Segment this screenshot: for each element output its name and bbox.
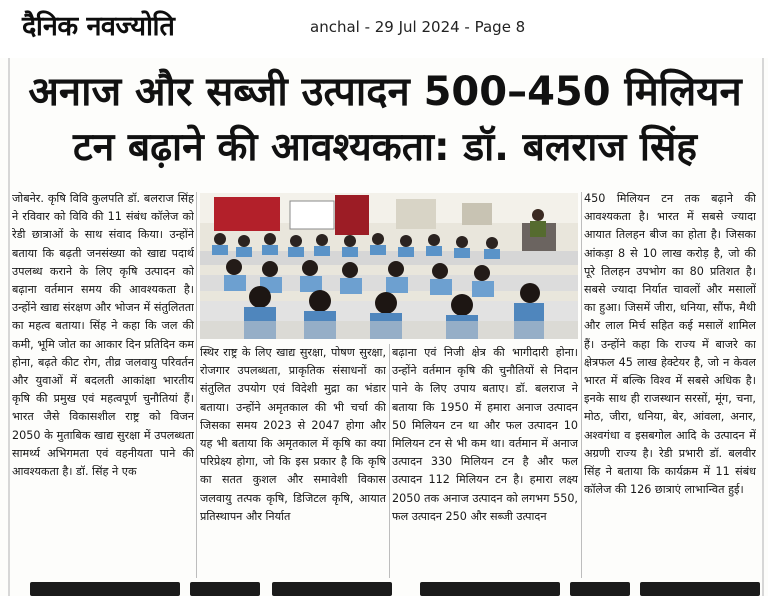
article-column-4 — [584, 190, 756, 578]
article-column-1 — [12, 190, 194, 578]
cut-text-block — [30, 582, 180, 596]
headline-line-1: अनाज और सब्जी उत्पादन 500–450 मिलियन — [28, 69, 742, 115]
article-column-3 — [392, 344, 578, 578]
column-divider — [581, 192, 582, 578]
edition-date-page: anchal - 29 Jul 2024 - Page 8 — [310, 18, 526, 36]
classroom-photo-image — [200, 193, 578, 339]
column-divider — [389, 344, 390, 578]
masthead — [0, 0, 768, 58]
column-1-text: जोबनेर. कृषि विवि कुलपति डॉ. बलराज सिंह ने रविवार को विवि की 11 संबंध कॉलेज को रेडी छात्राओं के साथ संवाद किया। उन्होंने बताया कि बढ़ती जनसंख्या को खाद्य पदार्थ उपलब्ध कराने के लिए कृषि उत्पादन को बढ़ाना वर्तमान समय की आवश्यकता है। उन्होंने खाद्य संरक्षण और भोजन में संतुलितता का महत्व बताया। सिंह ने कहा कि जल की कमी, भूमि जोत का आकार दिन प्रतिदिन कम होना, बढ़ते कीट रोग, तीव्र जलवायु परिवर्तन और युवाओं में बदलती आकांक्षा भारतीय कृषि की प्रमुख एवं महत्वपूर्ण चुनौतियां हैं। भारत जैसे विकासशील राष्ट्र को विजन 2050 के मुताबिक खाद्य सुरक्षा में उपलब्धता सामर्थ्य अभिगमता एवं वहनीयता पाने की आवश्यकता है। डॉ. सिंह ने एक — [12, 192, 194, 479]
cut-text-block — [190, 582, 260, 596]
headline-line-2: टन बढ़ाने की आवश्यकता: डॉ. बलराज सिंह — [72, 125, 698, 170]
page-border-right — [762, 58, 764, 596]
column-2-text: स्थिर राष्ट्र के लिए खाद्य सुरक्षा, पोषण सुरक्षा, रोजगार उपलब्धता, प्राकृतिक संसाधनों का संतुलित उपयोग एवं विदेशी मुद्रा का भंडार बताया। उन्होंने अमृतकाल की भी चर्चा की जिसका समय 2023 से 2047 होगा और यह भी बताया कि अमृतकाल में कृषि का क्या परिप्रेक्ष्य होगा, जो कि इस प्रकार है कि कृषि का सतत कुशल और समावेशी विकास जलवायु तत्पक कृषि, डिजिटल कृषि, आयात प्रतिस्थापन और निर्यात — [200, 346, 386, 523]
cut-text-block — [640, 582, 760, 596]
article-column-2 — [200, 344, 386, 578]
column-divider — [196, 192, 197, 578]
column-4-text: 450 मिलियन टन तक बढ़ाने की आवश्यकता है। भारत में सबसे ज्यादा आयात तिलहन बीज का होता है। जिसका आंकड़ा 8 से 10 लाख करोड़ है, जो की पूरे तिलहन उपभोग का 80 प्रतिशत है। सबसे ज्यादा निर्यात चावलों और मसालों का हुआ। जिसमें जीरा, धनिया, सौंफ, मैथी और लाल मिर्च सहित कई मसालें शामिल हैं। उन्होंने कहा कि राज्य में बाजरे का क्षेत्रफल 45 लाख हेक्टेयर है, जो न केवल भारत में बल्कि विश्व में सबसे अधिक है। इनके साथ ही राजस्थान सरसों, मूंग, चना, मोठ, जीरा, धनिया, बेर, आंवला, अनार, अश्वगंधा व इसबगोल आदि के उत्पादन में अग्रणी राज्य है। रेडी प्रभारी डॉ. बलवीर सिंह ने बताया कि कार्यक्रम में 11 संबंध कॉलेज की 126 छात्राएं लाभान्वित हुई। — [584, 192, 756, 497]
cut-text-block — [272, 582, 392, 596]
article-headline — [10, 64, 760, 176]
next-article-headline-cut — [10, 580, 762, 596]
cut-text-block — [570, 582, 630, 596]
cut-text-block — [420, 582, 560, 596]
newspaper-logo: दैनिक नवज्योति — [22, 11, 175, 42]
column-3-text: बढ़ाना एवं निजी क्षेत्र की भागीदारी होना। उन्होंने वर्तमान कृषि की चुनौतियों से निदान पाने के लिए उपाय बताए। डॉ. बलराज ने बताया कि 1950 में हमारा अनाज उत्पादन 50 मिलियन टन था और फल उत्पादन 10 मिलियन टन से भी कम था। वर्तमान में अनाज उत्पादन 330 मिलियन टन है और फल उत्पादन 112 मिलियन टन है। हमारा लक्ष्य 2050 तक अनाज उत्पादन को लगभग 550, फल उत्पादन 250 और सब्जी उत्पादन — [392, 346, 578, 523]
classroom-photo — [200, 193, 578, 339]
